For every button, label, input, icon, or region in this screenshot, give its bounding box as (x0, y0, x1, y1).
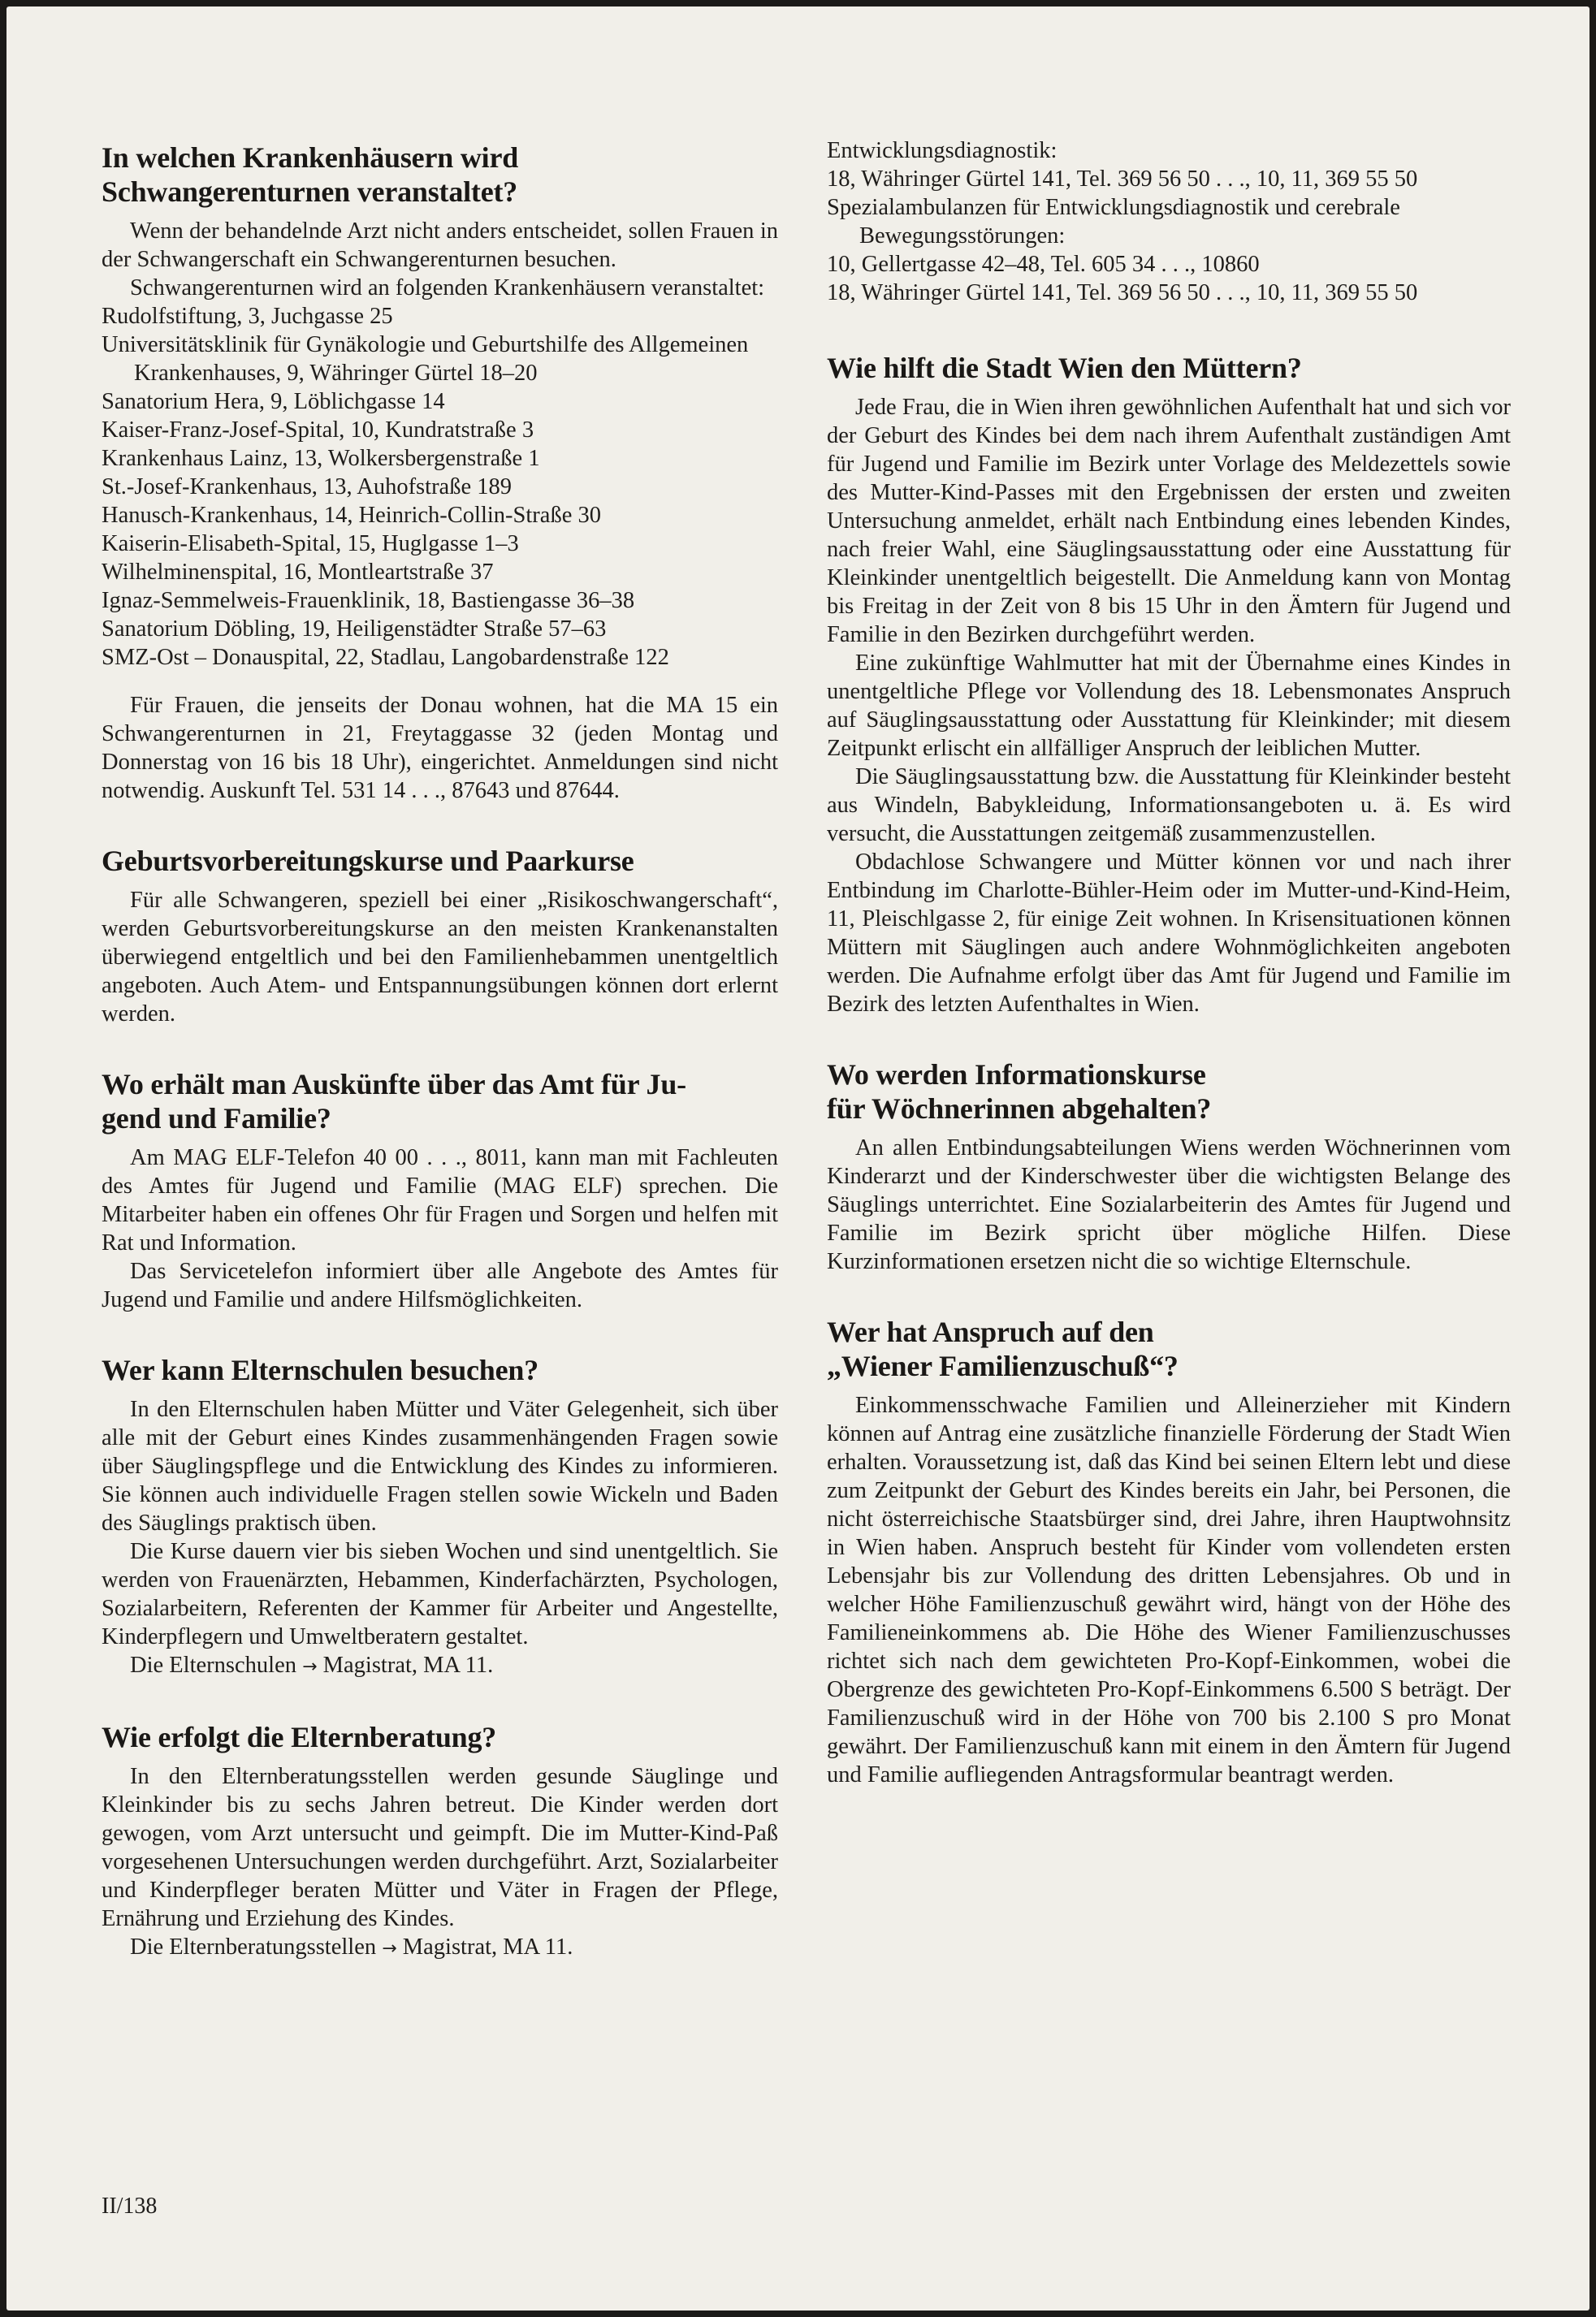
section-heading (102, 1067, 778, 1135)
section-auskuenfte (102, 1067, 778, 1314)
reference-text: Die Elternschulen (130, 1653, 296, 1678)
reference-text: Die Elternberatungsstellen (130, 1934, 377, 1960)
document-page (6, 6, 1590, 2311)
section-heading: Geburtsvorbereitungskurse und Paarkurse (102, 845, 634, 877)
paragraph: In den Elternberatungsstellen werden gesunde Säuglinge und Kleinkinder bis zu sechs Jahren betreut. Die Kinder werden dort gewogen, vom Arzt untersucht und geimpft. Die im Mutter-Kind-Paß vorgesehenen Untersuchungen werden durchgeführt. Arzt, Sozialarbeiter und Kinderpfleger beraten Mütter und Väter in Fragen der Pflege, Ernährung und Erziehung des Kindes. (102, 1764, 778, 1931)
heading-line: In welchen Krankenhäusern wird (102, 141, 519, 174)
arrow-right-icon: → (302, 1657, 318, 1677)
list-item: Universitätsklinik für Gynäkologie und Geburtshilfe des Allgemeinen Krankenhauses, 9, Währinger Gürtel 18–20 (102, 332, 749, 386)
list-item: 10, Gellertgasse 42–48, Tel. 605 34 . . ., 10860 (827, 252, 1260, 277)
section-geburtsvorbereitung (102, 844, 778, 1028)
paragraph: Einkommensschwache Familien und Alleinerzieher mit Kindern können auf Antrag eine zusätzliche finanzielle Förderung der Stadt Wien erhalten. Voraussetzung ist, daß das Kind bei seinen Eltern lebt und diese zum Zeitpunkt der Geburt des Kindes bereits ein Jahr, bei Personen, die nicht österreichische Staatsbürger sind, drei Jahre, ihren Hauptwohnsitz in Wien haben. Anspruch besteht für Kinder vom vollendeten ersten Lebensjahr bis zur Vollendung des dritten Lebensjahres. Ob und in welcher Höhe Familienzuschuß gewährt wird, hängt von der Höhe des Familieneinkommens ab. Die Höhe des Wiener Familienzuschusses richtet sich nach dem gewichteten Pro-Kopf-Einkommen, wobei die Obergrenze des gewichteten Pro-Kopf-Einkommens 6.500 S beträgt. Der Familienzuschuß wird in der Höhe von 700 bis 2.100 S pro Monat gewährt. Der Familienzuschuß kann mit einem in den Ämtern für Jugend und Familie aufliegenden Antragsformular beantragt werden. (827, 1393, 1511, 1787)
list-item: Kaiserin-Elisabeth-Spital, 15, Huglgasse 1–3 (102, 531, 519, 556)
heading-line: „Wiener Familienzuschuß“? (827, 1350, 1179, 1382)
paragraph: Eine zukünftige Wahlmutter hat mit der Übernahme eines Kindes in unentgeltliche Pflege vor Vollendung des 18. Lebensmonates Anspruch auf Säuglingsausstattung oder Ausstattung für Kleinkinder; mit diesem Zeitpunkt erlischt ein allfälliger Anspruch der leiblichen Mutter. (827, 651, 1511, 761)
right-column (827, 136, 1511, 1828)
section-heading: Wer kann Elternschulen besuchen? (102, 1354, 539, 1386)
list-label: Entwicklungsdiagnostik: (827, 138, 1058, 163)
list-item: 18, Währinger Gürtel 141, Tel. 369 56 50 . . ., 10, 11, 369 55 50 (827, 166, 1418, 192)
list-item: Sanatorium Hera, 9, Löblichgasse 14 (102, 389, 445, 414)
section-heading (827, 1315, 1511, 1383)
list-item: Kaiser-Franz-Josef-Spital, 10, Kundratstraße 3 (102, 417, 534, 443)
paragraph: Das Servicetelefon informiert über alle Angebote des Amtes für Jugend und Familie und andere Hilfsmöglichkeiten. (102, 1259, 778, 1312)
list-item: Hanusch-Krankenhaus, 14, Heinrich-Collin-Straße 30 (102, 503, 601, 528)
section-elternberatung (102, 1720, 778, 1963)
section-hilfe-muetter (827, 351, 1511, 1018)
heading-line: Wer hat Anspruch auf den (827, 1316, 1154, 1348)
paragraph: In den Elternschulen haben Mütter und Väter Gelegenheit, sich über alle mit der Geburt eines Kindes zusammenhängenden Fragen sowie über Säuglingspflege und die Entwicklung des Kindes zu informieren. Sie können auch individuelle Fragen stellen sowie Wickeln und Baden des Säuglings praktisch üben. (102, 1397, 778, 1536)
section-elternschulen (102, 1353, 778, 1681)
list-item: St.-Josef-Krankenhaus, 13, Auhofstraße 189 (102, 474, 512, 499)
heading-line: für Wöchnerinnen abgehalten? (827, 1092, 1212, 1125)
section-familienzuschuss (827, 1315, 1511, 1789)
list-label: Spezialambulanzen für Entwicklungsdiagnostik und cerebrale Bewegungsstörungen: (827, 195, 1400, 249)
paragraph: Die Säuglingsausstattung bzw. die Ausstattung für Kleinkinder besteht aus Windeln, Babykleidung, Informationsangeboten u. ä. Es wird versucht, die Ausstattungen zeitgemäß zusammenzustellen. (827, 764, 1511, 846)
heading-line: Wo erhält man Auskünfte über das Amt für Ju- (102, 1068, 686, 1100)
left-column (102, 140, 778, 2002)
reference-target: Magistrat, MA 11. (322, 1653, 494, 1678)
heading-line: Wo werden Informationskurse (827, 1058, 1206, 1091)
paragraph: Für Frauen, die jenseits der Donau wohnen, hat die MA 15 ein Schwangerenturnen in 21, Freytaggasse 32 (jeden Montag und Donnerstag von 16 bis 18 Uhr), eingerichtet. Anmeldungen sind nicht notwendig. Auskunft Tel. 531 14 . . ., 87643 und 87644. (102, 693, 778, 803)
hospital-list (102, 302, 778, 672)
list-item: Sanatorium Döbling, 19, Heiligenstädter Straße 57–63 (102, 616, 607, 642)
section-heading: Wie erfolgt die Elternberatung? (102, 1721, 497, 1753)
address-list (827, 136, 1511, 307)
heading-line: gend und Familie? (102, 1102, 331, 1135)
section-heading (827, 1057, 1511, 1126)
cross-reference (102, 1651, 778, 1681)
arrow-right-icon: → (382, 1939, 397, 1959)
list-item: 18, Währinger Gürtel 141, Tel. 369 56 50 . . ., 10, 11, 369 55 50 (827, 280, 1418, 305)
page-number: II/138 (102, 2194, 158, 2219)
section-schwangerenturnen (102, 140, 778, 805)
paragraph: Am MAG ELF-Telefon 40 00 . . ., 8011, kann man mit Fachleuten des Amtes für Jugend und Familie (MAG ELF) sprechen. Die Mitarbeiter haben ein offenes Ohr für Fragen und Sorgen und helfen mit Rat und Information. (102, 1145, 778, 1256)
paragraph: An allen Entbindungsabteilungen Wiens werden Wöchnerinnen vom Kinderarzt und der Kinderschwester über die wichtigsten Belange des Säuglings unterrichtet. Eine Sozialarbeiterin des Amtes für Jugend und Familie im Bezirk spricht über mögliche Hilfen. Diese Kurzinformationen ersetzen nicht die so wichtige Elternschule. (827, 1135, 1511, 1274)
cross-reference (102, 1933, 778, 1963)
section-heading: Wie hilft die Stadt Wien den Müttern? (827, 352, 1302, 384)
list-item: Ignaz-Semmelweis-Frauenklinik, 18, Bastiengasse 36–38 (102, 588, 635, 613)
list-item: Rudolfstiftung, 3, Juchgasse 25 (102, 304, 393, 329)
section-heading (102, 140, 778, 209)
paragraph: Die Kurse dauern vier bis sieben Wochen und sind unentgeltlich. Sie werden von Frauenärzten, Hebammen, Kinderfachärzten, Psychologen, Sozialarbeitern, Referenten der Kammer für Arbeiter und Angestellte, Kinderpflegern und Umweltberatern gestaltet. (102, 1539, 778, 1649)
paragraph: Jede Frau, die in Wien ihren gewöhnlichen Aufenthalt hat und sich vor der Geburt des Kindes bei dem nach ihrem Aufenthalt zuständigen Amt für Jugend und Familie im Bezirk unter Vorlage des Meldezettels sowie des Mutter-Kind-Passes mit den Ergebnissen der ersten und zweiten Untersuchung anmeldet, erhält nach Entbindung eines lebenden Kindes, nach freier Wahl, eine Säuglingsausstattung oder eine Ausstattung für Kleinkinder unentgeltlich beigestellt. Die Anmeldung kann von Montag bis Freitag in der Zeit von 8 bis 15 Uhr in den Ämtern für Jugend und Familie in den Bezirken durchgeführt werden. (827, 395, 1511, 647)
section-entwicklungsdiagnostik (827, 136, 1511, 307)
heading-line: Schwangerenturnen veranstaltet? (102, 175, 518, 208)
list-item: SMZ-Ost – Donauspital, 22, Stadlau, Langobardenstraße 122 (102, 645, 669, 670)
paragraph: Wenn der behandelnde Arzt nicht anders entscheidet, sollen Frauen in der Schwangerschaft ein Schwangerenturnen besuchen. (102, 218, 778, 272)
section-informationskurse (827, 1057, 1511, 1276)
reference-target: Magistrat, MA 11. (402, 1934, 573, 1960)
list-item: Wilhelminenspital, 16, Montleartstraße 37 (102, 560, 494, 585)
paragraph: Für alle Schwangeren, speziell bei einer „Risikoschwangerschaft“, werden Geburtsvorbereitungskurse an den meisten Krankenanstalten überwiegend entgeltlich und bei den Familienhebammen unentgeltlich angeboten. Auch Atem- und Entspannungsübungen können dort erlernt werden. (102, 888, 778, 1027)
paragraph: Schwangerenturnen wird an folgenden Krankenhäusern veranstaltet: (130, 275, 765, 300)
paragraph: Obdachlose Schwangere und Mütter können vor und nach ihrer Entbindung im Charlotte-Bühler-Heim oder im Mutter-und-Kind-Heim, 11, Pleischlgasse 2, für einige Zeit wohnen. In Krisensituationen können Müttern mit Säuglingen auch andere Wohnmöglichkeiten angeboten werden. Die Aufnahme erfolgt über das Amt für Jugend und Familie im Bezirk des letzten Aufenthaltes in Wien. (827, 849, 1511, 1017)
list-item: Krankenhaus Lainz, 13, Wolkersbergenstraße 1 (102, 446, 540, 471)
